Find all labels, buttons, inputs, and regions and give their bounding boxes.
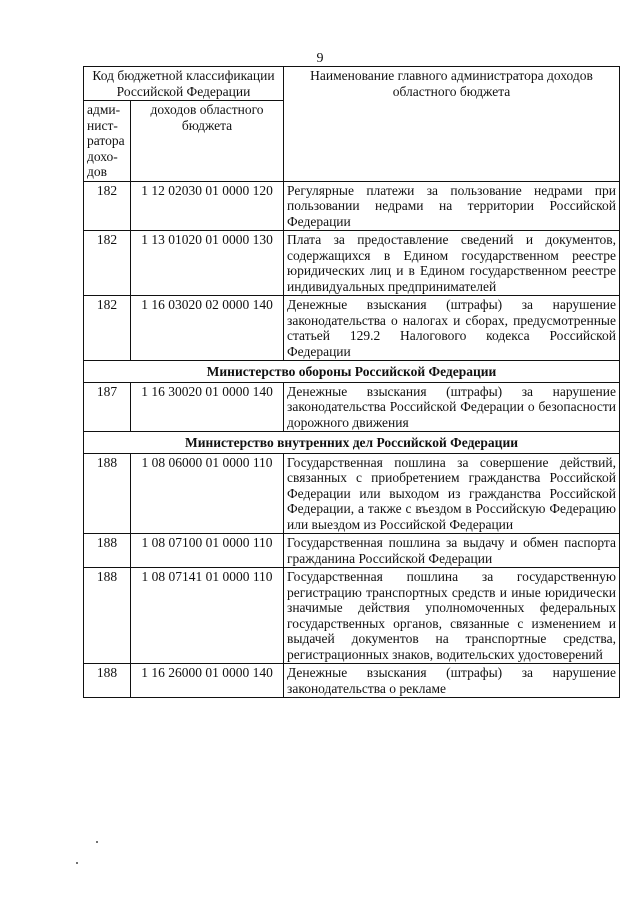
income-name-cell: Денежные взыскания (штрафы) за нарушение законодательства Российской Федерации о безопасности дорожного движения <box>284 382 620 432</box>
header-budget-classification-code: Код бюджетной классификации Российской Федерации <box>84 67 284 101</box>
income-name-cell: Государственная пошлина за выдачу и обмен паспорта гражданина Российской Федерации <box>284 534 620 568</box>
income-name-cell: Государственная пошлина за государственную регистрацию транспортных средств и иные юридически значимые действия уполномоченных федеральных государственных органов, связанные с изменением и выдачей документов на транспортные средства, регистрационных знаков, водительских удостоверений <box>284 568 620 664</box>
table-header-row <box>84 67 620 101</box>
budget-classification-table <box>83 66 620 698</box>
table-row <box>84 568 620 664</box>
income-name-cell: Государственная пошлина за совершение действий, связанных с приобретением гражданства Российской Федерации или выходом из гражданства Российской Федерации, а также с въездом в Российскую Федерацию или выездом из Российской Федерации <box>284 453 620 534</box>
income-code-cell: 1 08 06000 01 0000 110 <box>131 453 284 534</box>
table-row <box>84 453 620 534</box>
scan-speck <box>76 862 78 864</box>
table-row <box>84 534 620 568</box>
section-row <box>84 432 620 454</box>
income-code-cell: 1 16 26000 01 0000 140 <box>131 664 284 698</box>
admin-code-cell: 182 <box>84 181 131 231</box>
table-row <box>84 231 620 296</box>
section-title: Министерство внутренних дел Российской Федерации <box>84 432 620 454</box>
table-body <box>84 181 620 698</box>
page-number: 9 <box>316 51 324 66</box>
table-row <box>84 181 620 231</box>
admin-code-cell: 187 <box>84 382 131 432</box>
admin-code-cell: 188 <box>84 664 131 698</box>
scan-speck <box>96 841 98 843</box>
income-code-cell: 1 12 02030 01 0000 120 <box>131 181 284 231</box>
income-code-cell: 1 16 30020 01 0000 140 <box>131 382 284 432</box>
admin-code-cell: 182 <box>84 296 131 361</box>
income-name-cell: Денежные взыскания (штрафы) за нарушение законодательства о рекламе <box>284 664 620 698</box>
income-code-cell: 1 08 07100 01 0000 110 <box>131 534 284 568</box>
admin-code-cell: 182 <box>84 231 131 296</box>
header-administrator-code: адми-нист-ратора дохо-дов <box>84 101 131 182</box>
admin-code-cell: 188 <box>84 453 131 534</box>
section-row <box>84 361 620 383</box>
income-code-cell: 1 16 03020 02 0000 140 <box>131 296 284 361</box>
income-name-cell: Денежные взыскания (штрафы) за нарушение законодательства о налогах и сборах, предусмотренные статьей 129.2 Налогового кодекса Российской Федерации <box>284 296 620 361</box>
section-title: Министерство обороны Российской Федерации <box>84 361 620 383</box>
admin-code-cell: 188 <box>84 568 131 664</box>
income-code-cell: 1 13 01020 01 0000 130 <box>131 231 284 296</box>
income-code-cell: 1 08 07141 01 0000 110 <box>131 568 284 664</box>
income-name-cell: Регулярные платежи за пользование недрами при пользовании недрами на территории Российской Федерации <box>284 181 620 231</box>
table-row <box>84 296 620 361</box>
header-income-code: доходов областного бюджета <box>131 101 284 182</box>
header-administrator-name: Наименование главного администратора доходов областного бюджета <box>284 67 620 182</box>
table-row <box>84 382 620 432</box>
income-name-cell: Плата за предоставление сведений и документов, содержащихся в Едином государственном реестре юридических лиц и в Едином государственном реестре индивидуальных предпринимателей <box>284 231 620 296</box>
table-row <box>84 664 620 698</box>
admin-code-cell: 188 <box>84 534 131 568</box>
